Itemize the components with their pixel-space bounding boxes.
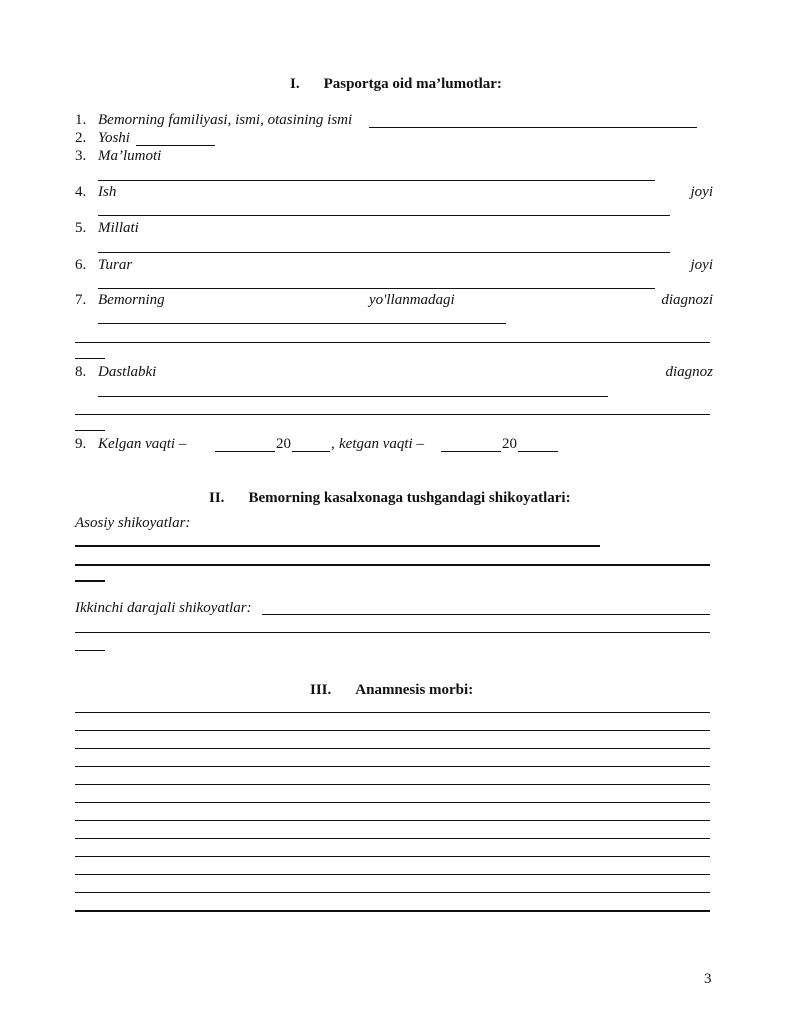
item-9-comma: , bbox=[331, 436, 335, 452]
item-5-label: Millati bbox=[98, 220, 139, 236]
item-8-answer-line-1[interactable] bbox=[98, 396, 608, 397]
section-3-title: Anamnesis morbi: bbox=[355, 682, 474, 698]
main-complaints-line-3[interactable] bbox=[75, 580, 105, 582]
section-3-heading bbox=[310, 682, 473, 699]
section-2-heading bbox=[209, 490, 571, 507]
anamnesis-line[interactable] bbox=[75, 874, 710, 875]
item-4-label: Ish bbox=[98, 184, 117, 200]
secondary-complaints-line-3[interactable] bbox=[75, 650, 105, 651]
item-2-number: 2. bbox=[75, 130, 87, 146]
anamnesis-line[interactable] bbox=[75, 838, 710, 839]
item-6-label-right: joyi bbox=[690, 257, 713, 273]
arrival-date-line[interactable] bbox=[215, 451, 275, 452]
item-8-number: 8. bbox=[75, 364, 87, 380]
section-2-title: Bemorning kasalxonaga tushgandagi shikoyatlari: bbox=[248, 490, 571, 506]
arrival-time-label: Kelgan vaqti – bbox=[98, 436, 187, 452]
departure-date-line[interactable] bbox=[441, 451, 501, 452]
item-9-number: 9. bbox=[75, 436, 87, 452]
section-1-heading bbox=[290, 76, 502, 93]
item-2-answer-line[interactable] bbox=[136, 145, 215, 146]
item-3-answer-line[interactable] bbox=[98, 180, 655, 181]
item-4-answer-line[interactable] bbox=[98, 215, 670, 216]
item-5-answer-line[interactable] bbox=[98, 252, 670, 253]
anamnesis-line[interactable] bbox=[75, 910, 710, 912]
page-number: 3 bbox=[704, 971, 712, 987]
item-8-answer-line-2[interactable] bbox=[75, 414, 710, 415]
anamnesis-line[interactable] bbox=[75, 856, 710, 857]
item-6-number: 6. bbox=[75, 257, 87, 273]
item-1-label: Bemorning familiyasi, ismi, otasining ismi bbox=[98, 112, 353, 128]
item-3-number: 3. bbox=[75, 148, 87, 164]
item-6-label: Turar bbox=[98, 257, 133, 273]
anamnesis-line[interactable] bbox=[75, 820, 710, 821]
anamnesis-line[interactable] bbox=[75, 730, 710, 731]
anamnesis-line[interactable] bbox=[75, 766, 710, 767]
item-3-label: Ma’lumoti bbox=[98, 148, 162, 164]
arrival-year-prefix: 20 bbox=[276, 436, 291, 452]
anamnesis-line[interactable] bbox=[75, 712, 710, 713]
item-5-number: 5. bbox=[75, 220, 87, 236]
secondary-complaints-line-2[interactable] bbox=[75, 632, 710, 633]
section-1-roman: I. bbox=[290, 76, 300, 92]
item-7-number: 7. bbox=[75, 292, 87, 308]
item-7-label: Bemorning bbox=[98, 292, 165, 308]
secondary-complaints-label: Ikkinchi darajali shikoyatlar: bbox=[75, 600, 252, 616]
anamnesis-line[interactable] bbox=[75, 784, 710, 785]
item-8-answer-line-3[interactable] bbox=[75, 430, 105, 431]
item-7-label-mid: yo'llanmadagi bbox=[369, 292, 455, 308]
item-4-label-right: joyi bbox=[690, 184, 713, 200]
departure-time-label: ketgan vaqti – bbox=[339, 436, 424, 452]
section-3-roman: III. bbox=[310, 682, 332, 698]
item-8-label: Dastlabki bbox=[98, 364, 157, 380]
item-7-answer-line-1[interactable] bbox=[98, 323, 506, 324]
section-2-roman: II. bbox=[209, 490, 225, 506]
secondary-complaints-line-1[interactable] bbox=[262, 614, 710, 615]
main-complaints-label: Asosiy shikoyatlar: bbox=[75, 515, 191, 531]
anamnesis-line[interactable] bbox=[75, 802, 710, 803]
item-8-label-right: diagnoz bbox=[665, 364, 713, 380]
arrival-year-line[interactable] bbox=[292, 451, 330, 452]
item-1-answer-line[interactable] bbox=[369, 127, 697, 128]
item-6-answer-line[interactable] bbox=[98, 288, 655, 289]
anamnesis-line[interactable] bbox=[75, 892, 710, 893]
departure-year-line[interactable] bbox=[518, 451, 558, 452]
item-2-label: Yoshi bbox=[98, 130, 130, 146]
item-7-label-right: diagnozi bbox=[661, 292, 713, 308]
anamnesis-line[interactable] bbox=[75, 748, 710, 749]
main-complaints-line-2[interactable] bbox=[75, 564, 710, 566]
main-complaints-line-1[interactable] bbox=[75, 545, 600, 547]
item-4-number: 4. bbox=[75, 184, 87, 200]
item-7-answer-line-3[interactable] bbox=[75, 358, 105, 359]
item-1-number: 1. bbox=[75, 112, 87, 128]
section-1-title: Pasportga oid ma’lumotlar: bbox=[323, 76, 502, 92]
departure-year-prefix: 20 bbox=[502, 436, 517, 452]
item-7-answer-line-2[interactable] bbox=[75, 342, 710, 343]
